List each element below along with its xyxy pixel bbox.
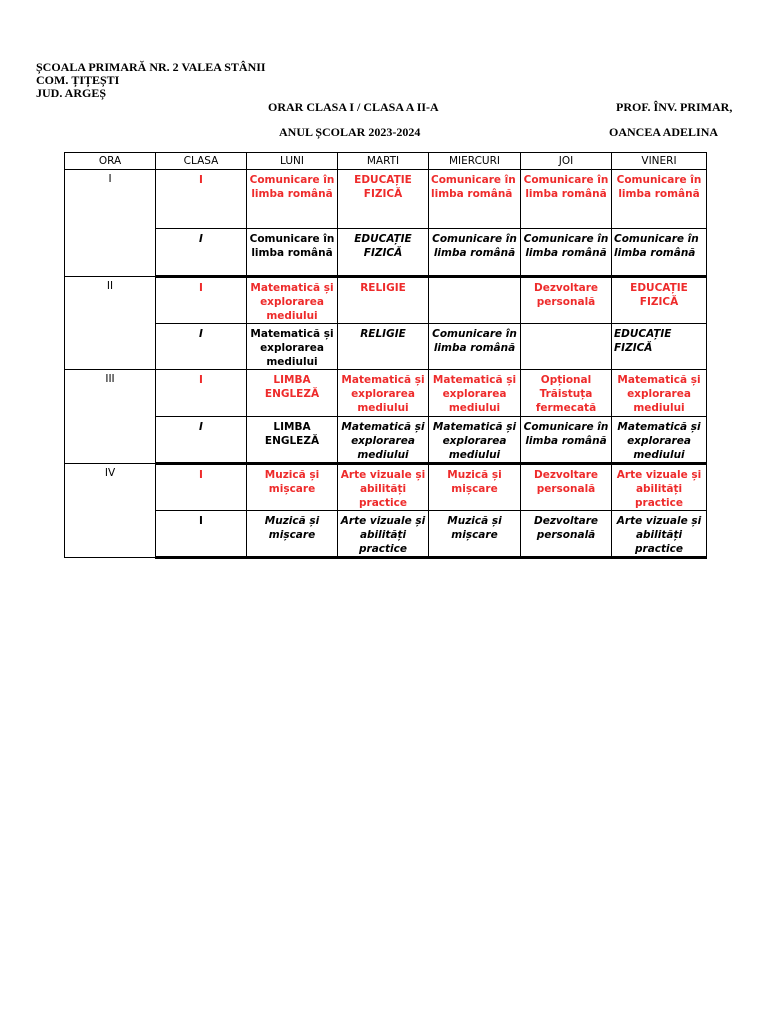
lesson-cell: LIMBA ENGLEZĂ bbox=[247, 417, 338, 464]
lesson-cell: RELIGIE bbox=[338, 277, 429, 324]
lesson-cell bbox=[521, 324, 612, 370]
lesson-cell: Muzică și mișcare bbox=[247, 511, 338, 558]
lesson-cell: EDUCAȚIE FIZICĂ bbox=[338, 170, 429, 229]
lesson-cell: Comunicare în limba română bbox=[429, 324, 521, 370]
lesson-cell: Matematică și explorarea mediului bbox=[338, 370, 429, 417]
lesson-cell: Arte vizuale și abilități practice bbox=[338, 464, 429, 511]
lesson-cell: Arte vizuale și abilități practice bbox=[612, 464, 707, 511]
hour-label: II bbox=[65, 277, 156, 370]
class-label: I bbox=[156, 417, 247, 464]
lesson-cell: Arte vizuale și abilități practice bbox=[338, 511, 429, 558]
school-year: ANUL ȘCOLAR 2023-2024 bbox=[279, 125, 421, 139]
table-row bbox=[65, 464, 707, 511]
lesson-cell: Comunicare în limba română bbox=[429, 229, 521, 277]
teacher-role: PROF. ÎNV. PRIMAR, bbox=[616, 100, 733, 114]
hour-label: III bbox=[65, 370, 156, 464]
table-row bbox=[65, 370, 707, 417]
col-header-vineri: VINERI bbox=[612, 153, 707, 170]
lesson-cell bbox=[429, 277, 521, 324]
lesson-cell: EDUCAȚIE FIZICĂ bbox=[338, 229, 429, 277]
lesson-cell: Comunicare în limba română bbox=[612, 229, 707, 277]
table-row bbox=[65, 170, 707, 229]
lesson-cell: Dezvoltare personală bbox=[521, 464, 612, 511]
class-label: I bbox=[156, 370, 247, 417]
school-name: ȘCOALA PRIMARĂ NR. 2 VALEA STÂNII bbox=[36, 60, 266, 74]
lesson-cell: Dezvoltare personală bbox=[521, 277, 612, 324]
lesson-cell: RELIGIE bbox=[338, 324, 429, 370]
timetable-header-row bbox=[65, 153, 707, 170]
hour-label: IV bbox=[65, 464, 156, 558]
lesson-cell: Opțional Trăistuța fermecată bbox=[521, 370, 612, 417]
lesson-cell: Comunicare în limba română bbox=[612, 170, 707, 229]
col-header-clasa: CLASA bbox=[156, 153, 247, 170]
col-header-marti: MARTI bbox=[338, 153, 429, 170]
table-row bbox=[65, 229, 707, 277]
class-label: I bbox=[156, 277, 247, 324]
lesson-cell: Muzică și mișcare bbox=[429, 464, 521, 511]
table-row bbox=[65, 417, 707, 464]
lesson-cell: EDUCAȚIE FIZICĂ bbox=[612, 324, 707, 370]
timetable bbox=[64, 152, 707, 559]
col-header-luni: LUNI bbox=[247, 153, 338, 170]
lesson-cell: Comunicare în limba română bbox=[247, 170, 338, 229]
class-label: I bbox=[156, 464, 247, 511]
lesson-cell: EDUCAȚIE FIZICĂ bbox=[612, 277, 707, 324]
lesson-cell: Matematică și explorarea mediului bbox=[612, 417, 707, 464]
hour-label: I bbox=[65, 170, 156, 277]
lesson-cell: Dezvoltare personală bbox=[521, 511, 612, 558]
lesson-cell: Comunicare în limba română bbox=[521, 170, 612, 229]
lesson-cell: Muzică și mișcare bbox=[429, 511, 521, 558]
lesson-cell: Comunicare în limba română bbox=[521, 417, 612, 464]
lesson-cell: Comunicare în limba română bbox=[521, 229, 612, 277]
class-label: I bbox=[156, 229, 247, 277]
teacher-name: OANCEA ADELINA bbox=[609, 125, 719, 139]
col-header-miercuri: MIERCURI bbox=[429, 153, 521, 170]
table-row bbox=[65, 511, 707, 558]
class-label: I bbox=[156, 511, 247, 558]
schedule-title: ORAR CLASA I / CLASA A II-A bbox=[268, 100, 439, 114]
lesson-cell: Matematică și explorarea mediului bbox=[247, 277, 338, 324]
commune-name: COM. ȚIȚEȘTI bbox=[36, 73, 120, 87]
col-header-joi: JOI bbox=[521, 153, 612, 170]
lesson-cell: Matematică și explorarea mediului bbox=[338, 417, 429, 464]
lesson-cell: Comunicare în limba română bbox=[429, 170, 521, 229]
lesson-cell: Comunicare în limba română bbox=[247, 229, 338, 277]
lesson-cell: Matematică și explorarea mediului bbox=[429, 417, 521, 464]
table-row bbox=[65, 277, 707, 324]
lesson-cell: LIMBA ENGLEZĂ bbox=[247, 370, 338, 417]
lesson-cell: Matematică și explorarea mediului bbox=[612, 370, 707, 417]
table-row bbox=[65, 324, 707, 370]
class-label: I bbox=[156, 170, 247, 229]
lesson-cell: Arte vizuale și abilități practice bbox=[612, 511, 707, 558]
class-label: I bbox=[156, 324, 247, 370]
lesson-cell: Muzică și mișcare bbox=[247, 464, 338, 511]
lesson-cell: Matematică și explorarea mediului bbox=[247, 324, 338, 370]
lesson-cell: Matematică și explorarea mediului bbox=[429, 370, 521, 417]
col-header-ora: ORA bbox=[65, 153, 156, 170]
county-name: JUD. ARGEȘ bbox=[36, 86, 107, 100]
